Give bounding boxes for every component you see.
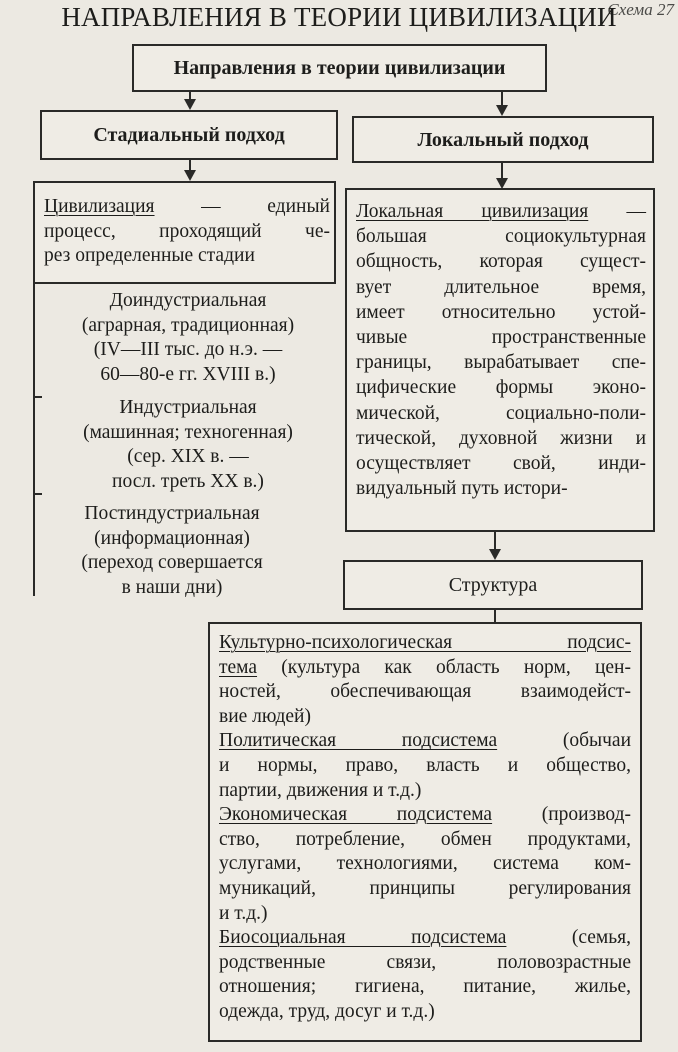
local-civilization-definition: Локальная цивилизация — большая социокультурная общность, которая сущест- вует длительное время, имеет относительно устой- чивые пространственные границы, вырабатывает спе- цифические формы эконо- мической, социально-поли- тической, духовной жизни и осуществляет свой, инди- видуальный путь истори- (356, 201, 646, 500)
arrow-down-icon (184, 170, 196, 181)
subsystem-economic: Экономическая подсистема (производ- ство, потребление, обмен продуктами, услугами, технологиями, система ком- муникаций, принципы регулирования и т.д.) (219, 804, 631, 924)
stage-postindustrial: Постиндустриальная (информационная) (переход совершается в наши дни) (81, 503, 263, 599)
local-approach-box (352, 116, 654, 163)
stadial-approach-label: Стадиальный подход (93, 124, 285, 146)
arrow-down-icon (184, 99, 196, 110)
civilization-term: Цивилизация (44, 196, 155, 217)
top-box (132, 44, 547, 92)
arrow-down-icon (496, 105, 508, 116)
stadial-approach-box (40, 110, 338, 160)
subsystem-political: Политическая подсистема (обычаи и нормы, право, власть и общество, партии, движения и т.д.) (219, 730, 632, 801)
local-approach-label: Локальный подход (417, 129, 589, 151)
scheme-number: Схема 27 (607, 0, 674, 19)
civilization-definition: Цивилизация — единый процесс, проходящий че- рез определенные стадии (44, 196, 330, 267)
local-civilization-term: Локальная цивилизация (356, 201, 589, 222)
page-title: НАПРАВЛЕНИЯ В ТЕОРИИ ЦИВИЛИЗАЦИИ (61, 2, 617, 32)
stage-industrial: Индустриальная (машинная; техногенная) (сер. XIX в. — посл. треть XX в.) (83, 397, 293, 493)
subsystems-list (219, 631, 631, 1025)
top-box-label: Направления в теории цивилизации (173, 57, 506, 79)
bracket-tick (33, 396, 42, 398)
structure-box (343, 560, 643, 610)
structure-label: Структура (448, 574, 538, 596)
bracket-tick (33, 493, 42, 495)
subsystem-cultural: Культурно-психологическая подсис- тема (культура как область норм, цен- ностей, обеспечивающая взаимодейст- вие людей) (219, 632, 631, 727)
subsystem-biosocial: Биосоциальная подсистема (семья, родственные связи, половозрастные отношения; гигиена, питание, жилье, одежда, труд, досуг и т.д.) (219, 927, 632, 1022)
stage-preindustrial: Доиндустриальная (аграрная, традиционная) (IV—III тыс. до н.э. — 60—80-е гг. XVIII в.) (81, 290, 295, 386)
arrow-down-icon (489, 549, 501, 560)
